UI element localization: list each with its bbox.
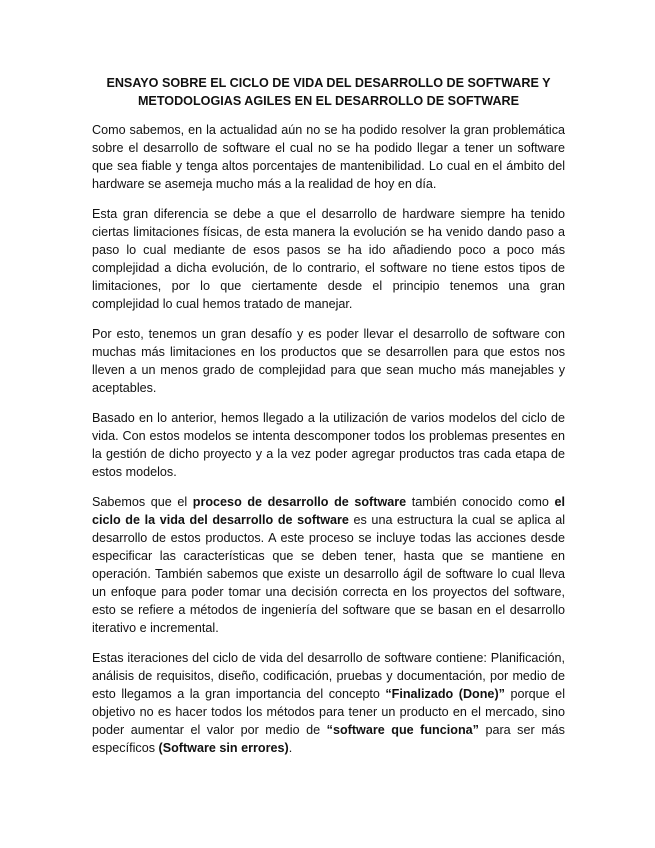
- title-line-2: METODOLOGIAS AGILES EN EL DESARROLLO DE SOFTWARE: [137, 94, 520, 108]
- title-line-1: ENSAYO SOBRE EL CICLO DE VIDA DEL DESARROLLO DE SOFTWARE Y: [106, 76, 551, 90]
- paragraph-6-bold-2: “software que funciona”: [326, 723, 479, 737]
- document-title: [92, 74, 565, 110]
- paragraph-6-bold-1: “Finalizado (Done)”: [385, 687, 505, 701]
- paragraph-5-bold-1: proceso de desarrollo de software: [192, 495, 407, 509]
- paragraph-5-bold-2: el ciclo de la vida del desarrollo de software: [92, 495, 566, 527]
- paragraph-2: Esta gran diferencia se debe a que el desarrollo de hardware siempre ha tenido ciertas limitaciones físicas, de esta manera la evolución se ha venido dando paso a paso lo cual mediante de esos pasos se ha ido añadiendo poco a poco más complejidad a dicha evolución, de lo contrario, el software no tiene estos tipos de limitaciones, por lo que ciertamente desde el principio tenemos una gran complejidad lo cual hemos tratado de manejar.: [92, 207, 565, 311]
- paragraph-6-text-4: .: [288, 741, 293, 755]
- paragraph-5-text-2: también conocido como: [406, 495, 555, 509]
- paragraph-6-bold-3: (Software sin errores): [158, 741, 289, 755]
- paragraph-5-text-3: es una estructura la cual se aplica al desarrollo de estos productos. A este proceso se incluye todas las acciones desde especificar las características que se deben tener, hasta que se mantiene en operación. También sabemos que existe un desarrollo ágil de software lo cual lleva un enfoque para poder tomar una decisión correcta en los proyectos del software, esto se refiere a métodos de ingeniería del software que se basan en el desarrollo iterativo e incremental.: [92, 513, 565, 635]
- paragraph-6-text-2: porque el objetivo no es hacer todos los métodos para tener un producto en el mercado, sino poder aumentar el valor por medio de: [92, 687, 565, 737]
- paragraph-5-text-1: Sabemos que el: [92, 495, 193, 509]
- paragraph-6-text-1: Estas iteraciones del ciclo de vida del desarrollo de software contiene: Planificación, análisis de requisitos, diseño, codificación, pruebas y documentación, por medio de esto llegamos a la gran importancia del concepto: [92, 651, 565, 701]
- paragraph-6: [92, 649, 565, 757]
- paragraph-4: Basado en lo anterior, hemos llegado a la utilización de varios modelos del ciclo de vida. Con estos modelos se intenta descomponer todos los problemas presentes en la gestión de dicho proyecto y a la vez poder agregar productos tras cada etapa de estos modelos.: [92, 411, 565, 479]
- paragraph-3: Por esto, tenemos un gran desafío y es poder llevar el desarrollo de software con muchas más limitaciones en los productos que se desarrollen para que estos nos lleven a un menos grado de complejidad para que sean mucho más manejables y aceptables.: [92, 327, 565, 395]
- paragraph-5: [92, 493, 565, 637]
- paragraph-1: Como sabemos, en la actualidad aún no se ha podido resolver la gran problemática sobre el desarrollo de software el cual no se ha podido llegar a tener un software que sea fiable y tenga altos porcentajes de mantenibilidad. Lo cual en el ámbito del hardware se asemeja mucho más a la realidad de hoy en día.: [92, 123, 565, 191]
- paragraph-6-text-3: para ser más específicos: [92, 723, 565, 755]
